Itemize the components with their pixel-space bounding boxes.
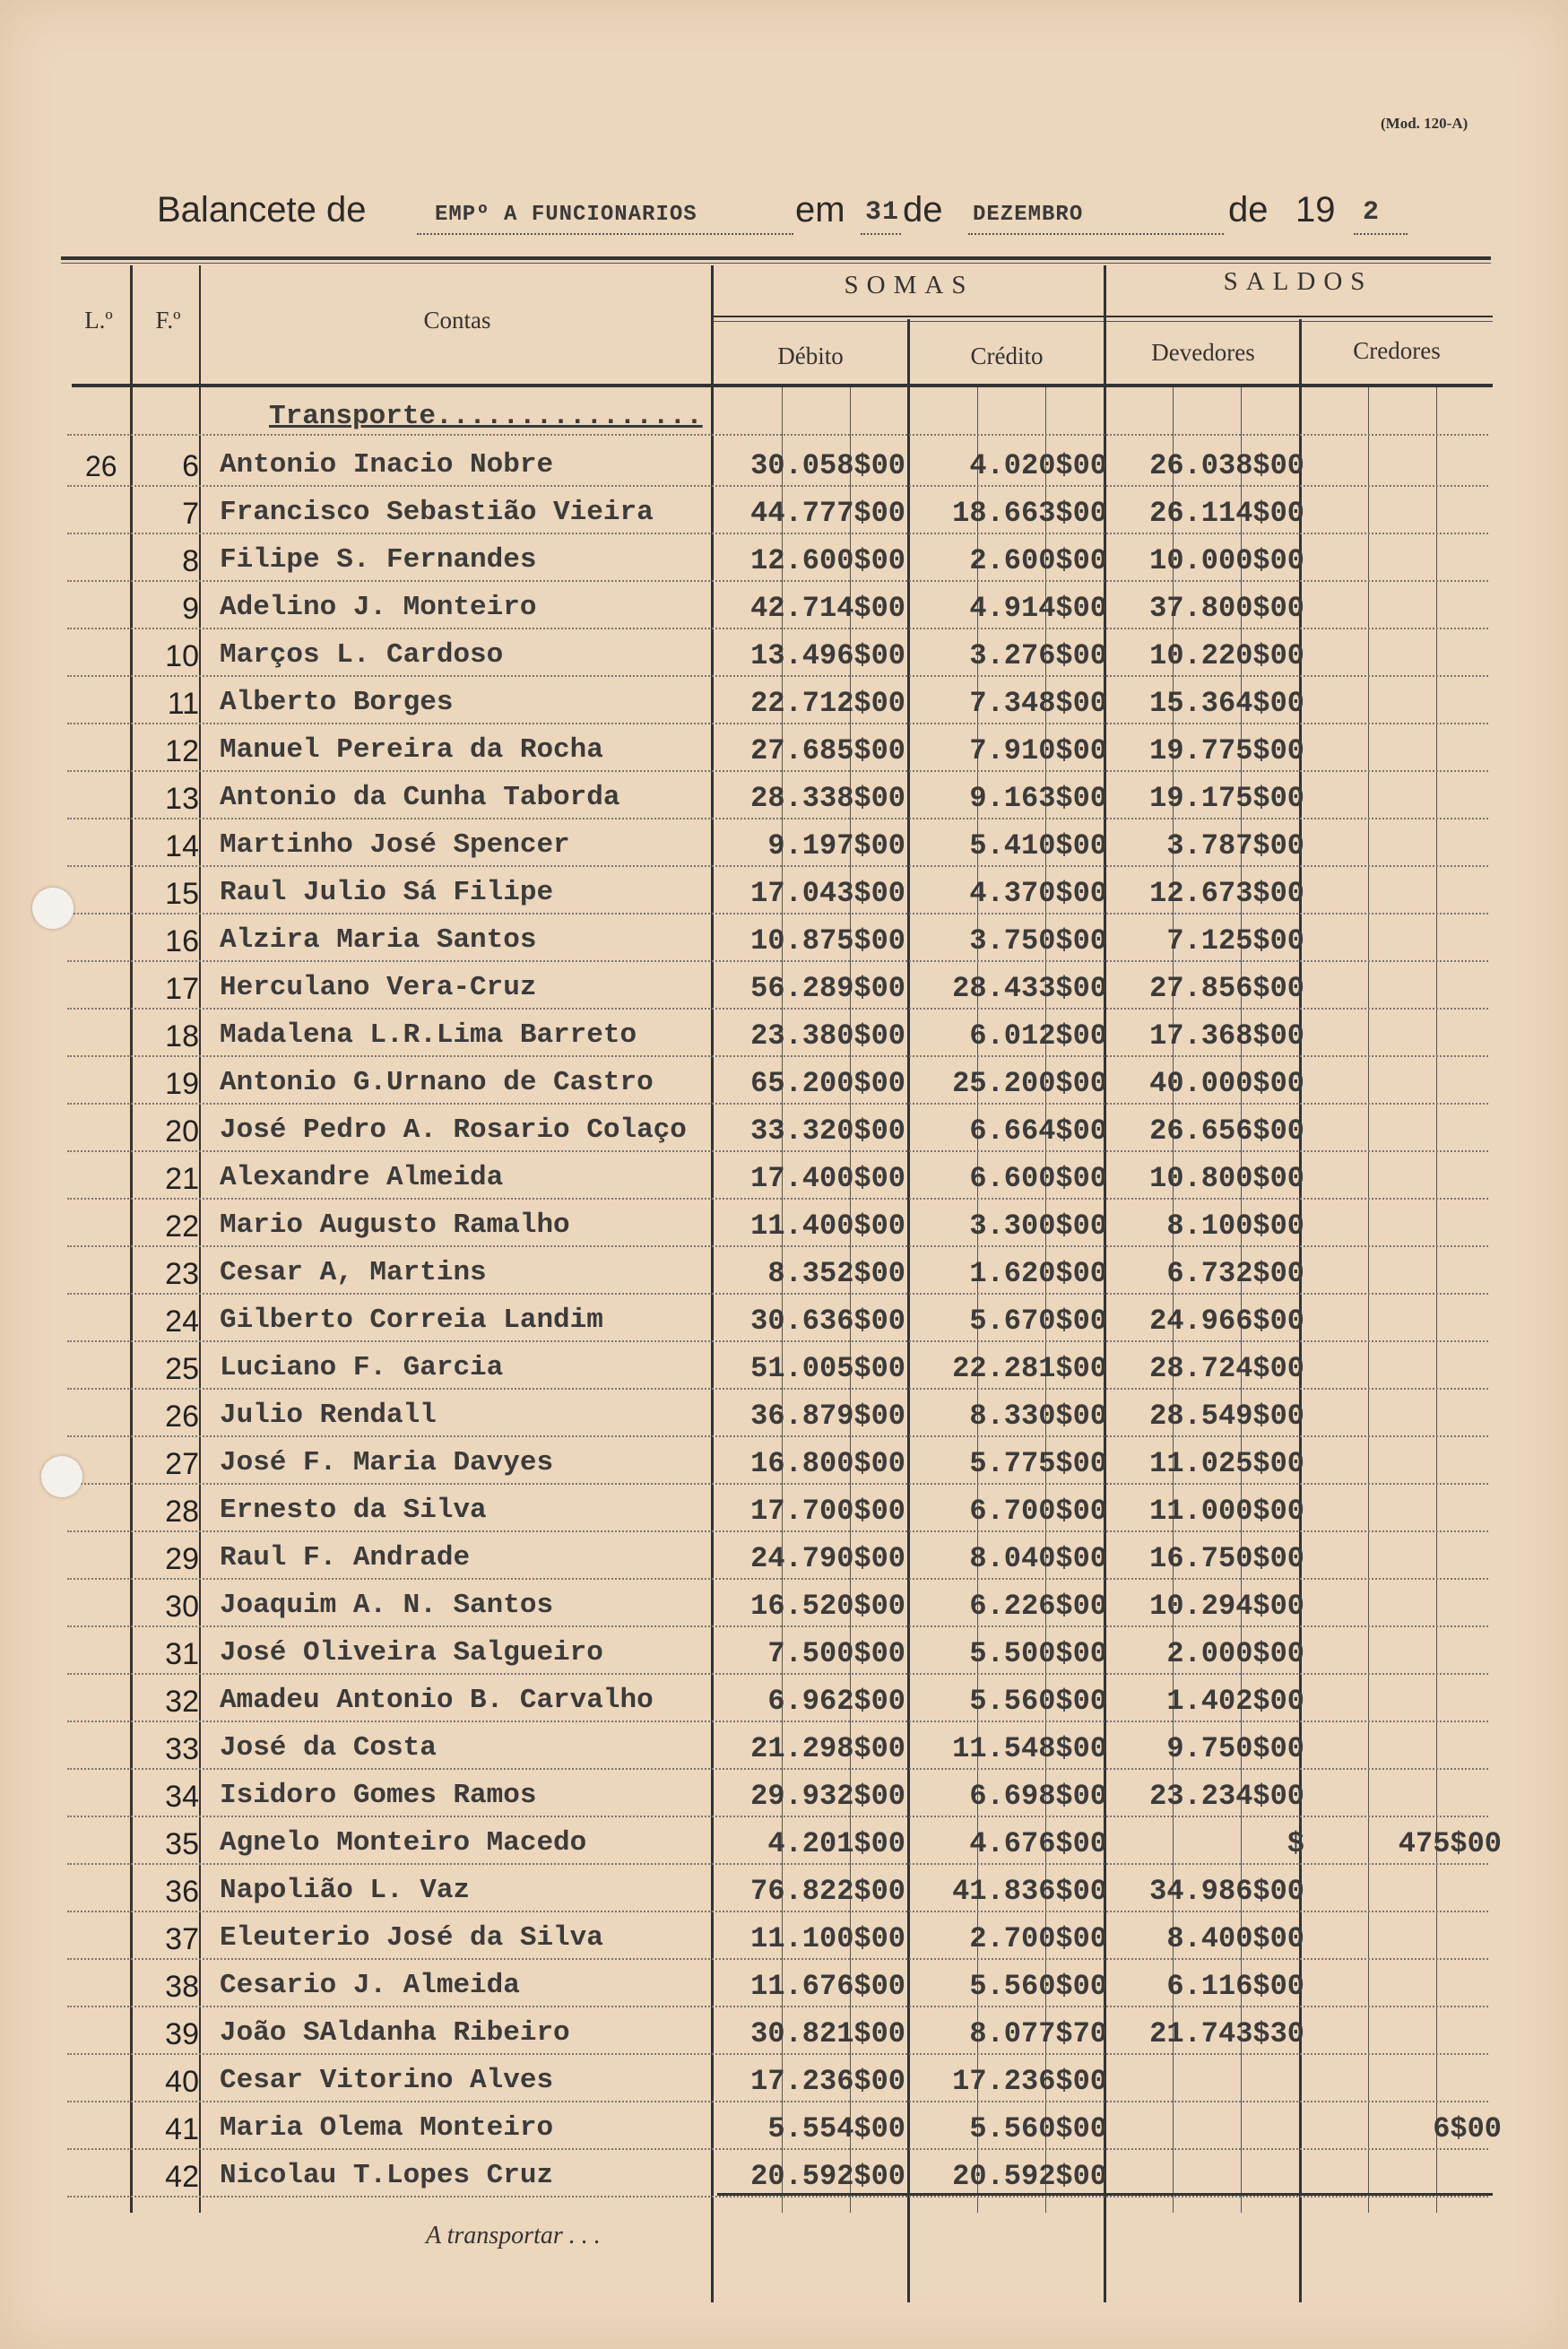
row-dotted-line	[67, 1530, 1488, 1532]
row-folio: 12	[165, 734, 199, 768]
row-folio: 8	[182, 544, 199, 578]
table-row	[0, 446, 1568, 490]
row-dotted-line	[67, 533, 1488, 534]
row-debit: 51.005$00	[750, 1352, 905, 1385]
header-split-rule-thin	[713, 321, 1493, 322]
row-credit: 4.370$00	[969, 877, 1107, 910]
title-underline	[968, 233, 1224, 235]
row-account-name: Mario Augusto Ramalho	[220, 1209, 570, 1241]
row-folio: 35	[165, 1827, 199, 1861]
title-prefix: Balancete de	[157, 190, 367, 230]
row-account-name: José F. Maria Davyes	[220, 1447, 554, 1478]
row-dotted-line	[67, 1911, 1488, 1912]
row-debit: 44.777$00	[750, 497, 905, 530]
table-row	[0, 1966, 1568, 2011]
row-debit: 11.400$00	[750, 1209, 905, 1243]
row-account-name: Madalena L.R.Lima Barreto	[220, 1019, 637, 1051]
table-row	[0, 1681, 1568, 1726]
row-credit: 17.236$00	[952, 2065, 1107, 2098]
row-credit: 3.300$00	[969, 1209, 1107, 1243]
row-debtor-balance: 1.402$00	[1166, 1685, 1304, 1718]
row-account-name: Joaquim A. N. Santos	[220, 1590, 554, 1621]
row-debit: 42.714$00	[750, 592, 905, 625]
row-account-name: Adelino J. Monteiro	[220, 592, 537, 623]
row-dotted-line	[67, 1958, 1488, 1960]
row-folio: 7	[182, 497, 199, 531]
title-underline	[417, 233, 793, 235]
row-account-name: Herculano Vera-Cruz	[220, 972, 537, 1003]
row-account-name: Raul F. Andrade	[220, 1542, 471, 1573]
row-dotted-line	[67, 2148, 1488, 2150]
row-account-name: José Pedro A. Rosario Colaço	[220, 1114, 687, 1146]
row-debit: 24.790$00	[750, 1542, 905, 1575]
row-credit: 28.433$00	[952, 972, 1107, 1005]
row-credit: 4.020$00	[969, 449, 1107, 482]
table-row	[0, 826, 1568, 871]
row-folio: 19	[165, 1067, 199, 1101]
table-row	[0, 731, 1568, 776]
ledger-number: 26	[85, 450, 117, 482]
row-credit: 8.040$00	[969, 1542, 1107, 1575]
header-creditors: Credores	[1353, 337, 1441, 364]
row-folio: 10	[165, 639, 199, 673]
row-account-name: Napolião L. Vaz	[220, 1875, 471, 1906]
transport-row	[0, 394, 1568, 439]
title-year-suffix: 2	[1363, 197, 1381, 228]
row-dotted-line	[67, 1483, 1488, 1485]
table-row	[0, 873, 1568, 918]
row-folio: 32	[165, 1685, 199, 1719]
row-credit: 9.163$00	[969, 782, 1107, 815]
row-debtor-balance: 8.100$00	[1166, 1209, 1304, 1243]
row-account-name: Eleuterio José da Silva	[220, 1922, 603, 1954]
table-row	[0, 968, 1568, 1013]
row-dotted-line	[67, 2006, 1488, 2007]
row-folio: 30	[165, 1590, 199, 1624]
row-account-name: Isidoro Gomes Ramos	[220, 1780, 537, 1811]
row-folio: 21	[165, 1162, 199, 1196]
row-credit: 7.910$00	[969, 734, 1107, 767]
title-day: 31	[865, 197, 900, 228]
row-debit: 76.822$00	[750, 1875, 905, 1908]
top-rule-thin	[61, 263, 1491, 264]
table-row	[0, 1111, 1568, 1156]
title-year-prefix: 19	[1295, 190, 1336, 230]
row-dotted-line	[67, 865, 1488, 867]
row-account-name: Antonio Inacio Nobre	[220, 449, 554, 481]
table-row	[0, 493, 1568, 538]
row-credit: 6.012$00	[969, 1019, 1107, 1053]
row-debit: 16.800$00	[750, 1447, 905, 1480]
row-account-name: Cesar A, Martins	[220, 1257, 487, 1288]
title-underline	[1354, 233, 1408, 235]
title-de1: de	[903, 190, 943, 230]
row-credit: 5.775$00	[969, 1447, 1107, 1480]
row-debit: 20.592$00	[750, 2160, 905, 2193]
row-dotted-line	[67, 1435, 1488, 1437]
row-folio: 42	[165, 2160, 199, 2194]
row-debit: 12.600$00	[750, 544, 905, 577]
row-debtor-balance: 26.038$00	[1149, 449, 1304, 482]
row-debit: 28.338$00	[750, 782, 905, 815]
row-credit: 3.276$00	[969, 639, 1107, 672]
table-row	[0, 541, 1568, 585]
title-underline	[861, 233, 901, 235]
row-account-name: José Oliveira Salgueiro	[220, 1637, 603, 1669]
table-row	[0, 636, 1568, 680]
row-folio: 34	[165, 1780, 199, 1814]
row-credit: 5.560$00	[969, 1970, 1107, 2003]
row-folio: 6	[182, 449, 199, 483]
row-dotted-line	[67, 1578, 1488, 1580]
row-debit: 13.496$00	[750, 639, 905, 672]
table-row	[0, 1396, 1568, 1441]
row-debtor-balance: 3.787$00	[1166, 829, 1304, 862]
table-row	[0, 683, 1568, 728]
row-folio: 40	[165, 2065, 199, 2099]
row-dotted-line	[67, 1673, 1488, 1675]
row-credit: 2.600$00	[969, 544, 1107, 577]
table-row	[0, 2014, 1568, 2059]
row-debit: 16.520$00	[750, 1590, 905, 1623]
row-credit: 5.670$00	[969, 1305, 1107, 1338]
row-credit: 6.226$00	[969, 1590, 1107, 1623]
row-dotted-line	[67, 1625, 1488, 1627]
row-account-name: Francisco Sebastião Vieira	[220, 497, 654, 528]
row-debtor-balance: 19.775$00	[1149, 734, 1304, 767]
row-credit: 5.560$00	[969, 1685, 1107, 1718]
header-folio: F.º	[155, 307, 181, 334]
row-dotted-line	[67, 628, 1488, 629]
row-debtor-balance: 10.220$00	[1149, 639, 1304, 672]
row-credit: 2.700$00	[969, 1922, 1107, 1955]
row-folio: 16	[165, 924, 199, 958]
table-row	[0, 1824, 1568, 1868]
title-em: em	[795, 190, 845, 230]
row-credit: 11.548$00	[952, 1732, 1107, 1765]
table-row	[0, 921, 1568, 966]
row-folio: 41	[165, 2112, 199, 2146]
table-row	[0, 1919, 1568, 1963]
row-debtor-balance: 15.364$00	[1149, 687, 1304, 720]
row-debtor-balance: 19.175$00	[1149, 782, 1304, 815]
row-folio: 38	[165, 1970, 199, 2004]
row-debtor-balance: 24.966$00	[1149, 1305, 1304, 1338]
row-dotted-line	[67, 1150, 1488, 1152]
row-debit: 11.676$00	[750, 1970, 905, 2003]
row-credit: 4.676$00	[969, 1827, 1107, 1860]
row-dotted-line	[67, 818, 1488, 819]
table-row	[0, 1776, 1568, 1821]
row-folio: 18	[165, 1019, 199, 1053]
row-credit: 3.750$00	[969, 924, 1107, 958]
row-dotted-line	[67, 675, 1488, 677]
row-debit: 17.043$00	[750, 877, 905, 910]
row-dotted-line	[67, 1721, 1488, 1722]
row-debtor-balance: 26.114$00	[1149, 497, 1304, 530]
row-debtor-balance: 12.673$00	[1149, 877, 1304, 910]
row-credit: 41.836$00	[952, 1875, 1107, 1908]
row-debit: 33.320$00	[750, 1114, 905, 1148]
row-credit: 6.664$00	[969, 1114, 1107, 1148]
row-debtor-balance: 28.724$00	[1149, 1352, 1304, 1385]
row-dotted-line	[67, 1863, 1488, 1865]
row-debtor-balance: 2.000$00	[1166, 1637, 1304, 1670]
top-rule	[61, 256, 1491, 260]
row-debit: 8.352$00	[767, 1257, 905, 1290]
row-dotted-line	[67, 485, 1488, 487]
row-account-name: Nicolau T.Lopes Cruz	[220, 2160, 554, 2191]
row-account-name: Antonio G.Urnano de Castro	[220, 1067, 654, 1098]
row-folio: 20	[165, 1114, 199, 1148]
row-debtor-balance: 27.856$00	[1149, 972, 1304, 1005]
header-sums: SOMAS	[844, 271, 975, 299]
row-dotted-line	[67, 1103, 1488, 1105]
header-ledger: L.º	[84, 307, 113, 334]
row-dotted-line	[67, 960, 1488, 962]
row-debit: 30.821$00	[750, 2017, 905, 2050]
row-debtor-balance: 10.294$00	[1149, 1590, 1304, 1623]
row-credit: 5.410$00	[969, 829, 1107, 862]
row-debit: 21.298$00	[750, 1732, 905, 1765]
row-debtor-balance: 10.000$00	[1149, 544, 1304, 577]
row-dotted-line	[67, 1293, 1488, 1295]
row-credit: 22.281$00	[952, 1352, 1107, 1385]
row-account-name: Maria Olema Monteiro	[220, 2112, 554, 2144]
table-row	[0, 1443, 1568, 1488]
table-row	[0, 2109, 1568, 2154]
row-dotted-line	[67, 434, 1488, 436]
row-debit: 5.554$00	[767, 2112, 905, 2145]
table-row	[0, 2061, 1568, 2106]
row-account-name: Luciano F. Garcia	[220, 1352, 504, 1383]
row-dotted-line	[67, 1008, 1488, 1010]
row-folio: 15	[165, 877, 199, 911]
row-debit: 56.289$00	[750, 972, 905, 1005]
table-row	[0, 1348, 1568, 1393]
row-debit: 65.200$00	[750, 1067, 905, 1100]
row-dotted-line	[67, 1055, 1488, 1057]
header-debit: Débito	[777, 342, 844, 369]
row-debit: 30.058$00	[750, 449, 905, 482]
row-dotted-line	[67, 1816, 1488, 1817]
table-row	[0, 1206, 1568, 1251]
row-credit: 6.700$00	[969, 1495, 1107, 1528]
header-credit: Crédito	[970, 342, 1044, 369]
row-dotted-line	[67, 913, 1488, 914]
row-folio: 39	[165, 2017, 199, 2051]
row-debtor-balance: 11.000$00	[1149, 1495, 1304, 1528]
row-folio: 26	[165, 1400, 199, 1434]
row-dotted-line	[67, 1768, 1488, 1770]
row-credit: 6.698$00	[969, 1780, 1107, 1813]
row-dotted-line	[67, 1198, 1488, 1200]
row-debit: 23.380$00	[750, 1019, 905, 1053]
row-dotted-line	[67, 1340, 1488, 1342]
table-row	[0, 1586, 1568, 1631]
row-account-name: Agnelo Monteiro Macedo	[220, 1827, 587, 1859]
row-debit: 7.500$00	[767, 1637, 905, 1670]
row-debit: 36.879$00	[750, 1400, 905, 1433]
row-debtor-balance: $	[1286, 1827, 1304, 1860]
row-folio: 24	[165, 1305, 199, 1339]
title-subject: EMPº A FUNCIONARIOS	[435, 203, 697, 227]
row-debit: 6.962$00	[767, 1685, 905, 1718]
row-debit: 9.197$00	[767, 829, 905, 862]
row-credit: 6.600$00	[969, 1162, 1107, 1195]
table-row	[0, 1634, 1568, 1678]
row-folio: 37	[165, 1922, 199, 1956]
row-debit: 4.201$00	[767, 1827, 905, 1860]
row-folio: 9	[182, 592, 199, 626]
table-row	[0, 588, 1568, 633]
row-credit: 1.620$00	[969, 1257, 1107, 1290]
row-account-name: José da Costa	[220, 1732, 437, 1764]
row-folio: 28	[165, 1495, 199, 1529]
row-folio: 13	[165, 782, 199, 816]
table-row	[0, 1016, 1568, 1061]
row-creditor-balance: 475$00	[1398, 1827, 1502, 1860]
row-account-name: Gilberto Correia Landim	[220, 1305, 603, 1336]
row-folio: 27	[165, 1447, 199, 1481]
row-account-name: Filipe S. Fernandes	[220, 544, 537, 576]
row-folio: 25	[165, 1352, 199, 1386]
row-debit: 30.636$00	[750, 1305, 905, 1338]
row-account-name: Raul Julio Sá Filipe	[220, 877, 554, 908]
title-de2: de	[1228, 190, 1269, 230]
row-account-name: Cesario J. Almeida	[220, 1970, 520, 2001]
row-account-name: Antonio da Cunha Taborda	[220, 782, 620, 813]
table-row	[0, 1063, 1568, 1108]
row-dotted-line	[67, 2101, 1488, 2102]
row-credit: 5.560$00	[969, 2112, 1107, 2145]
transport-label: Transporte................	[269, 401, 703, 432]
row-debtor-balance: 28.549$00	[1149, 1400, 1304, 1433]
row-dotted-line	[67, 2053, 1488, 2055]
row-debit: 17.236$00	[750, 2065, 905, 2098]
table-row	[0, 1253, 1568, 1298]
table-row	[0, 1539, 1568, 1583]
row-debit: 27.685$00	[750, 734, 905, 767]
row-debit: 11.100$00	[750, 1922, 905, 1955]
carry-forward-label: A transportar . . .	[426, 2222, 601, 2249]
row-credit: 8.330$00	[969, 1400, 1107, 1433]
row-dotted-line	[67, 1245, 1488, 1247]
row-account-name: Julio Rendall	[220, 1400, 437, 1431]
row-dotted-line	[67, 1388, 1488, 1390]
row-account-name: Manuel Pereira da Rocha	[220, 734, 603, 766]
row-debit: 29.932$00	[750, 1780, 905, 1813]
row-credit: 18.663$00	[952, 497, 1107, 530]
row-account-name: Alberto Borges	[220, 687, 454, 718]
row-dotted-line	[67, 580, 1488, 582]
row-folio: 22	[165, 1209, 199, 1244]
row-debtor-balance: 26.656$00	[1149, 1114, 1304, 1148]
table-row	[0, 778, 1568, 823]
row-account-name: Alexandre Almeida	[220, 1162, 504, 1193]
title-month: DEZEMBRO	[973, 203, 1084, 227]
row-debtor-balance: 23.234$00	[1149, 1780, 1304, 1813]
row-credit: 5.500$00	[969, 1637, 1107, 1670]
punch-hole	[41, 1456, 82, 1497]
row-debtor-balance: 21.743$30	[1149, 2017, 1304, 2050]
table-row	[0, 1491, 1568, 1536]
row-account-name: Ernesto da Silva	[220, 1495, 487, 1526]
header-accounts: Contas	[423, 307, 491, 334]
row-folio: 11	[167, 687, 199, 721]
row-credit: 8.077$70	[969, 2017, 1107, 2050]
punch-hole	[32, 888, 74, 929]
row-account-name: Alzira Maria Santos	[220, 924, 537, 956]
row-debit: 22.712$00	[750, 687, 905, 720]
row-debtor-balance: 16.750$00	[1149, 1542, 1304, 1575]
row-debtor-balance: 37.800$00	[1149, 592, 1304, 625]
row-credit: 7.348$00	[969, 687, 1107, 720]
row-account-name: Martinho José Spencer	[220, 829, 570, 861]
row-debtor-balance: 34.986$00	[1149, 1875, 1304, 1908]
row-debtor-balance: 8.400$00	[1166, 1922, 1304, 1955]
row-account-name: Cesar Vitorino Alves	[220, 2065, 554, 2096]
row-dotted-line	[67, 770, 1488, 772]
row-credit: 4.914$00	[969, 592, 1107, 625]
row-folio: 23	[165, 1257, 199, 1291]
document-title	[157, 190, 1502, 244]
row-debtor-balance: 11.025$00	[1149, 1447, 1304, 1480]
row-debtor-balance: 40.000$00	[1149, 1067, 1304, 1100]
row-folio: 14	[165, 829, 199, 863]
row-debtor-balance: 6.732$00	[1166, 1257, 1304, 1290]
row-folio: 31	[165, 1637, 199, 1671]
row-folio: 29	[165, 1542, 199, 1576]
header-debtors: Devedores	[1151, 339, 1255, 366]
row-debit: 17.700$00	[750, 1495, 905, 1528]
row-debit: 17.400$00	[750, 1162, 905, 1195]
row-debtor-balance: 7.125$00	[1166, 924, 1304, 958]
table-row	[0, 1871, 1568, 1916]
row-debtor-balance: 10.800$00	[1149, 1162, 1304, 1195]
row-dotted-line	[67, 723, 1488, 724]
row-account-name: João SAldanha Ribeiro	[220, 2017, 570, 2049]
row-debit: 10.875$00	[750, 924, 905, 958]
row-credit: 20.592$00	[952, 2160, 1107, 2193]
row-folio: 33	[165, 1732, 199, 1766]
row-debtor-balance: 6.116$00	[1166, 1970, 1304, 2003]
table-row	[0, 1301, 1568, 1346]
table-row	[0, 2156, 1568, 2201]
table-row	[0, 1729, 1568, 1773]
row-debtor-balance: 9.750$00	[1166, 1732, 1304, 1765]
header-balances: SALDOS	[1223, 267, 1373, 296]
row-account-name: Amadeu Antonio B. Carvalho	[220, 1685, 654, 1716]
row-folio: 36	[165, 1875, 199, 1909]
row-dotted-line	[67, 2196, 1488, 2197]
row-credit: 25.200$00	[952, 1067, 1107, 1100]
row-creditor-balance: 6$00	[1433, 2112, 1502, 2145]
row-account-name: Marços L. Cardoso	[220, 639, 504, 671]
form-code: (Mod. 120-A)	[1381, 115, 1468, 132]
header-split-rule	[713, 316, 1493, 317]
row-folio: 17	[165, 972, 199, 1006]
row-debtor-balance: 17.368$00	[1149, 1019, 1304, 1053]
table-row	[0, 1158, 1568, 1203]
